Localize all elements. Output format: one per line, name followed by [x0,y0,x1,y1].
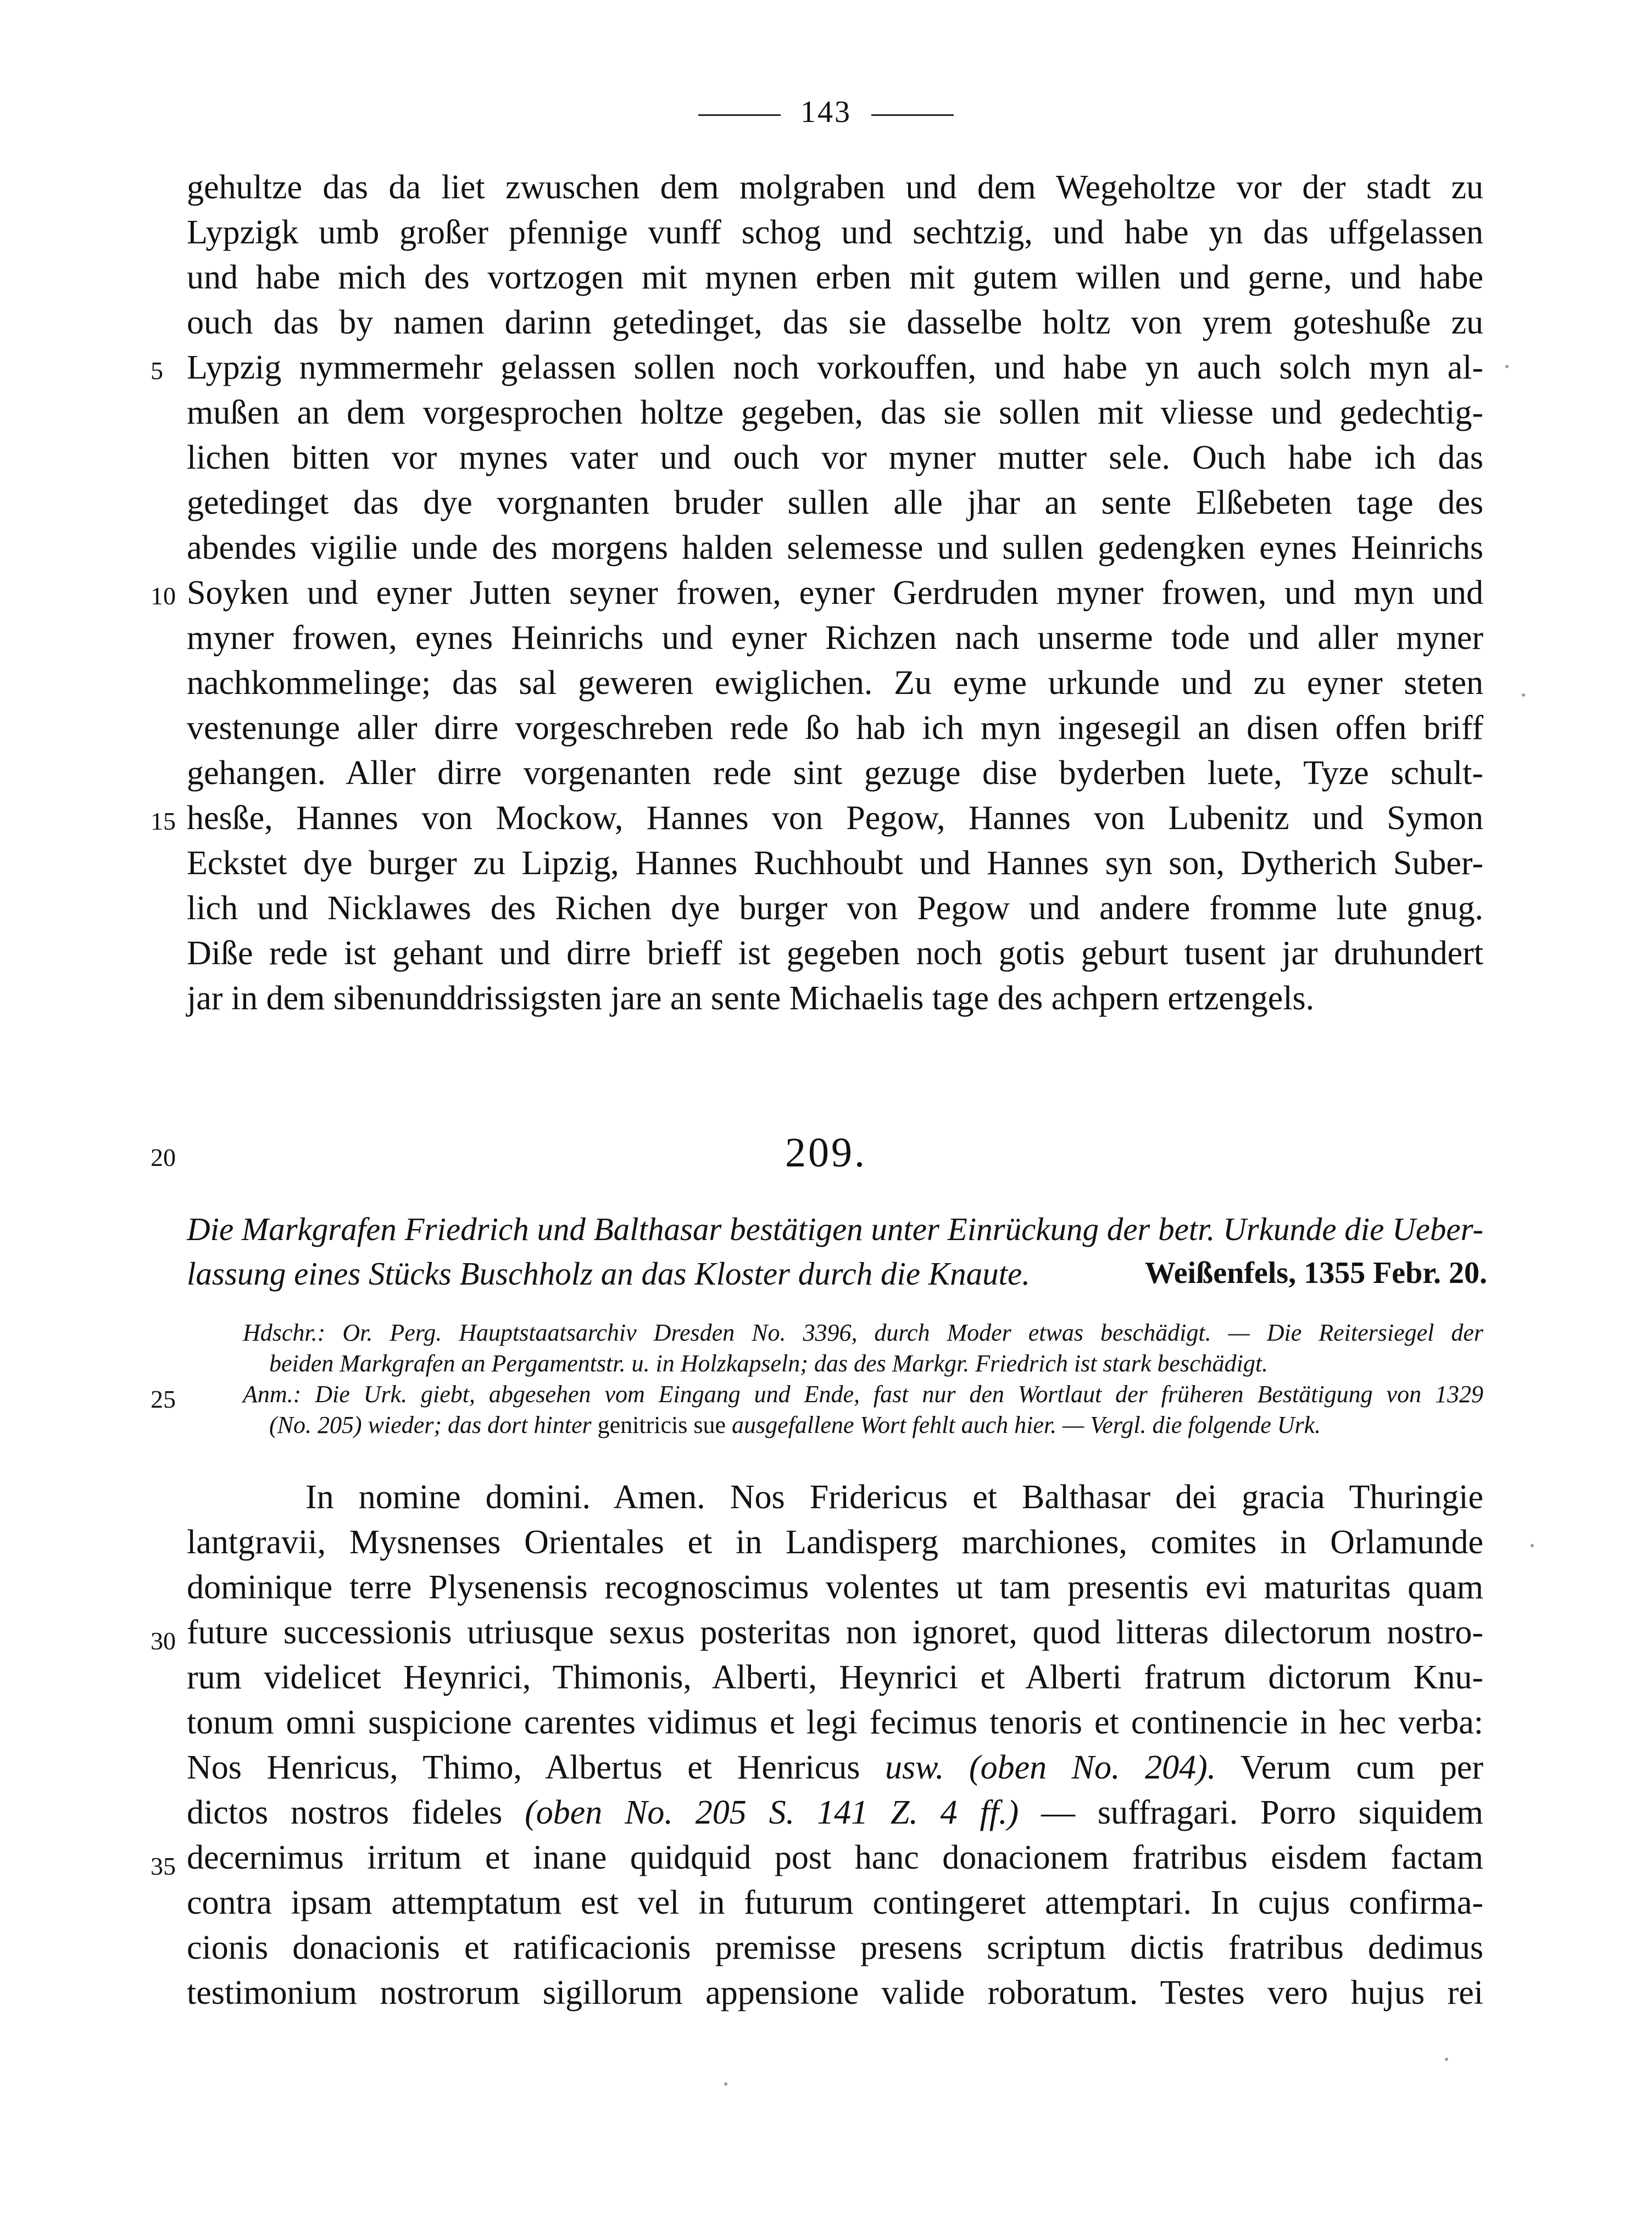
header-rule-right [871,114,954,116]
line-number: 25 [151,1385,176,1413]
header-rule-left [698,114,781,116]
text-line: myner frowen, eynes Heinrichs und eyner Richzen nach unserme tode und aller myner [187,619,1483,657]
text-line: und habe mich des vortzogen mit mynen erben mit gutem willen und gerne, und habe [187,259,1483,296]
apparatus-cited-words: genitricis sue [597,1411,726,1438]
speck [1531,1544,1534,1547]
page-number-header [0,95,1652,130]
apparatus-segment: ausgefallene Wort fehlt auch hier. — Vergl. die folgende Urk. [732,1411,1321,1438]
text-line: mußen an dem vorgesprochen holtze gegeben, das sie sollen mit vliesse und gedechtig- [187,394,1483,431]
text-segment: Verum cum per [1240,1749,1484,1786]
apparatus-segment: (No. 205) wieder; das dort hinter [269,1411,592,1438]
text-line: lantgravii, Mysnenses Orientales et in Landisperg marchiones, comites in Orlamunde [187,1524,1483,1561]
text-line: Lypzigk umb großer pfennige vunff schog und sechtzig, und habe yn das uffgelassen [187,214,1483,251]
text-line: In nomine domini. Amen. Nos Fridericus et Balthasar dei gracia Thuringie [305,1479,1483,1516]
regest-line: lassung eines Stücks Buschholz an das Kloster durch die Knaute. [187,1255,1030,1292]
text-line: dominique terre Plysenensis recognoscimus volentes ut tam presentis evi maturitas quam [187,1569,1483,1606]
text-line [187,1793,1483,1832]
text-line: lichen bitten vor mynes vater und ouch vor myner mutter sele. Ouch habe ich das [187,439,1483,476]
text-line: Eckstet dye burger zu Lipzig, Hannes Ruchhoubt und Hannes syn son, Dytherich Suber- [187,844,1483,882]
line-number: 10 [151,582,176,610]
line-number: 30 [151,1627,176,1655]
line-number: 20 [151,1143,176,1171]
text-line: jar in dem sibenunddrissigsten jare an sente Michaelis tage des achpern ertzengels. [187,980,1315,1017]
text-segment: Nos Henricus, Thimo, Albertus et Henricus [187,1749,860,1786]
text-line: testimonium nostrorum sigillorum appensione valide roboratum. Testes vero hujus rei [187,1974,1483,2011]
speck [724,2082,727,2086]
text-line: hesße, Hannes von Mockow, Hannes von Pegow, Hannes von Lubenitz und Symon [187,799,1483,837]
speck [1505,365,1509,368]
line-number: 5 [151,357,163,385]
text-line: ouch das by namen darinn getedinget, das sie dasselbe holtz von yrem goteshuße zu [187,304,1483,341]
speck [1522,693,1525,697]
text-line: lich und Nicklawes des Richen dye burger von Pegow und andere fromme lute gnug. [187,890,1483,927]
text-line: vestenunge aller dirre vorgeschreben rede ßo hab ich myn ingesegil an disen offen briff [187,709,1483,747]
text-line: cionis donacionis et ratificacionis premisse presens scriptum dictis fratribus dedimus [187,1929,1483,1966]
apparatus-line: Anm.: Die Urk. giebt, abgesehen vom Eingang und Ende, fast nur den Wortlaut der früheren Bestätigung von 1329 [243,1381,1483,1408]
regest-line: Die Markgrafen Friedrich und Balthasar bestätigen unter Einrückung der betr. Urkunde die Ueber- [187,1211,1484,1247]
apparatus-line [269,1411,1483,1439]
line-number: 35 [151,1852,176,1880]
text-line [187,1748,1483,1787]
text-line: rum videlicet Heynrici, Thimonis, Alberti, Heynrici et Alberti fratrum dictorum Knu- [187,1659,1483,1696]
text-line: Lypzig nymmermehr gelassen sollen noch vorkouffen, und habe yn auch solch myn al- [187,349,1483,386]
text-line: Dißе rede ist gehant und dirre brieff ist gegeben noch gotis geburt tusent jar druhundert [187,935,1483,972]
text-line: gehultze das da liet zwuschen dem molgraben und dem Wegeholtze vor der stadt zu [187,169,1483,206]
text-line: Soyken und eyner Jutten seyner frowen, eyner Gerdruden myner frowen, und myn und [187,574,1483,612]
apparatus-line: beiden Markgrafen an Pergamentstr. u. in Holzkapseln; das des Markgr. Friedrich ist stark beschädigt. [269,1350,1269,1377]
text-line: decernimus irritum et inane quidquid post hanc donacionem fratribus eisdem factam [187,1839,1483,1876]
text-line: abendes vigilie unde des morgens halden selemesse und sullen gedengken eynes Heinrichs [187,529,1483,566]
editorial-reference: usw. (oben No. 204). [885,1749,1216,1786]
text-segment: — suffragari. Porro siquidem [1041,1794,1483,1831]
text-line: tonum omni suspicione carentes vidimus et legi fecimus tenoris et continencie in hec verba: [187,1704,1483,1741]
text-line: future successionis utriusque sexus posteritas non ignoret, quod litteras dilectorum nostro- [187,1614,1483,1651]
text-line: nachkommelinge; das sal geweren ewiglichen. Zu eyme urkunde und zu eyner steten [187,664,1483,702]
text-line: gehangen. Aller dirre vorgenanten rede sint gezuge dise byderben luete, Tyze schult- [187,754,1483,792]
editorial-reference: (oben No. 205 S. 141 Z. 4 ff.) [525,1794,1019,1831]
line-number: 15 [151,807,176,835]
page-number: 143 [800,95,852,129]
place-and-date: Weißenfels, 1355 Febr. 20. [1144,1256,1487,1290]
text-line: contra ipsam attemptatum est vel in futurum contingeret attemptari. In cujus confirma- [187,1884,1483,1921]
text-segment: dictos nostros fideles [187,1794,503,1831]
text-line: getedinget das dye vorgnanten bruder sullen alle jhar an sente Elßebeten tage des [187,484,1483,521]
document-number: 209. [785,1130,867,1176]
apparatus-line: Hdschr.: Or. Perg. Hauptstaatsarchiv Dresden No. 3396, durch Moder etwas beschädigt. — Die Reitersiegel der [243,1319,1483,1346]
speck [1445,2058,1448,2061]
